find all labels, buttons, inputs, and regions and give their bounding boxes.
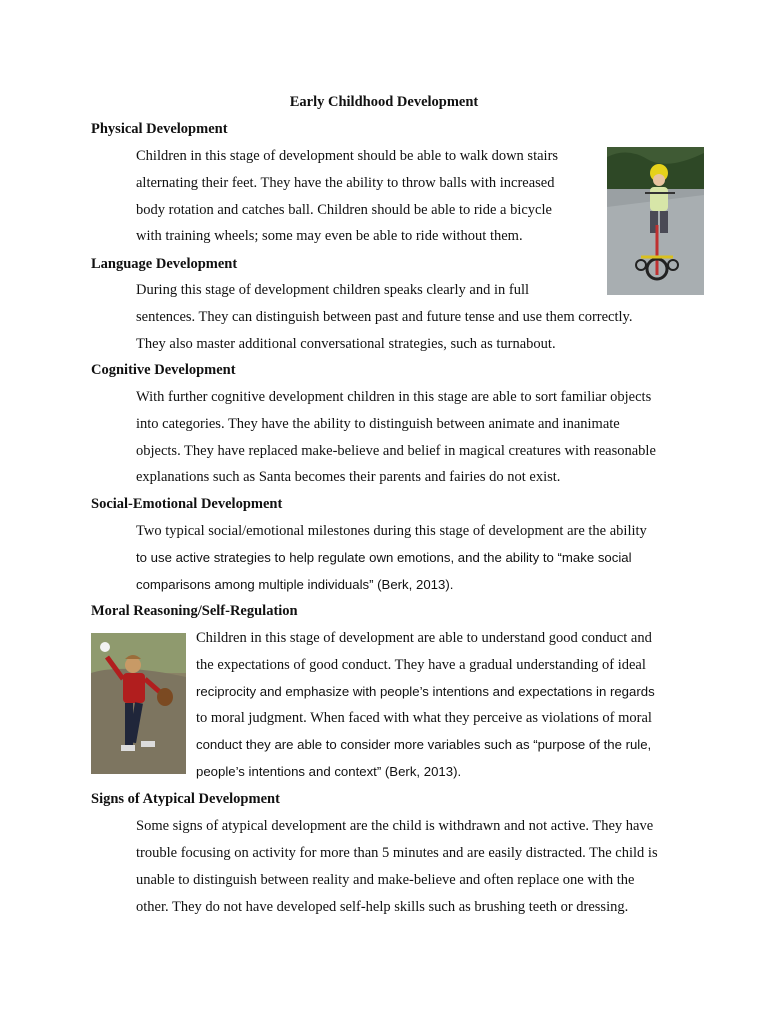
physical-line: Children in this stage of development should be able to walk down stairs	[136, 148, 559, 164]
heading-moral-reasoning: Moral Reasoning/Self-Regulation	[91, 603, 298, 619]
moral-line: the expectations of good conduct. They have a gradual understanding of ideal	[196, 657, 646, 673]
moral-line: people’s intentions and context” (Berk, 2013).	[196, 764, 462, 779]
moral-line: conduct they are able to consider more variables such as “purpose of the rule,	[196, 737, 652, 752]
heading-cognitive-development: Cognitive Development	[91, 362, 236, 378]
atypical-line: Some signs of atypical development are the child is withdrawn and not active. They have	[136, 818, 654, 834]
child-throwing-ball-photo	[91, 633, 186, 774]
moral-line: reciprocity and emphasize with people’s intentions and expectations in regards	[196, 684, 655, 699]
moral-line: Children in this stage of development are able to understand good conduct and	[196, 630, 652, 646]
language-line: They also master additional conversational strategies, such as turnabout.	[136, 336, 556, 352]
physical-line: body rotation and catches ball. Children should be able to ride a bicycle	[136, 202, 552, 218]
language-line: sentences. They can distinguish between past and future tense and use them correctly.	[136, 309, 633, 325]
physical-line: with training wheels; some may even be able to ride without them.	[136, 228, 523, 244]
heading-social-emotional-development: Social-Emotional Development	[91, 496, 283, 512]
language-line: During this stage of development children speaks clearly and in full	[136, 282, 530, 298]
atypical-line: other. They do not have developed self-help skills such as brushing teeth or dressing.	[136, 899, 629, 915]
physical-line: alternating their feet. They have the ability to throw balls with increased	[136, 175, 555, 191]
document-title: Early Childhood Development	[289, 94, 479, 110]
cognitive-line: objects. They have replaced make-believe and belief in magical creatures with reasonable	[136, 443, 656, 459]
cognitive-line: With further cognitive development children in this stage are able to sort familiar objects	[136, 389, 652, 405]
heading-atypical-development: Signs of Atypical Development	[91, 791, 280, 807]
social-line: Two typical social/emotional milestones during this stage of development are the ability	[136, 523, 647, 539]
child-bicycle-photo	[607, 147, 704, 295]
cognitive-line: explanations such as Santa becomes their parents and fairies do not exist.	[136, 469, 561, 485]
moral-line: to moral judgment. When faced with what they perceive as violations of moral	[196, 710, 652, 726]
heading-physical-development: Physical Development	[91, 121, 228, 137]
atypical-line: trouble focusing on activity for more than 5 minutes and are easily distracted. The child is	[136, 845, 658, 861]
cognitive-line: into categories. They have the ability to distinguish between animate and inanimate	[136, 416, 620, 432]
social-line: to use active strategies to help regulate own emotions, and the ability to “make social	[136, 550, 632, 565]
atypical-line: unable to distinguish between reality and make-believe and often replace one with the	[136, 872, 635, 888]
social-line: comparisons among multiple individuals” (Berk, 2013).	[136, 577, 454, 592]
heading-language-development: Language Development	[91, 256, 238, 272]
